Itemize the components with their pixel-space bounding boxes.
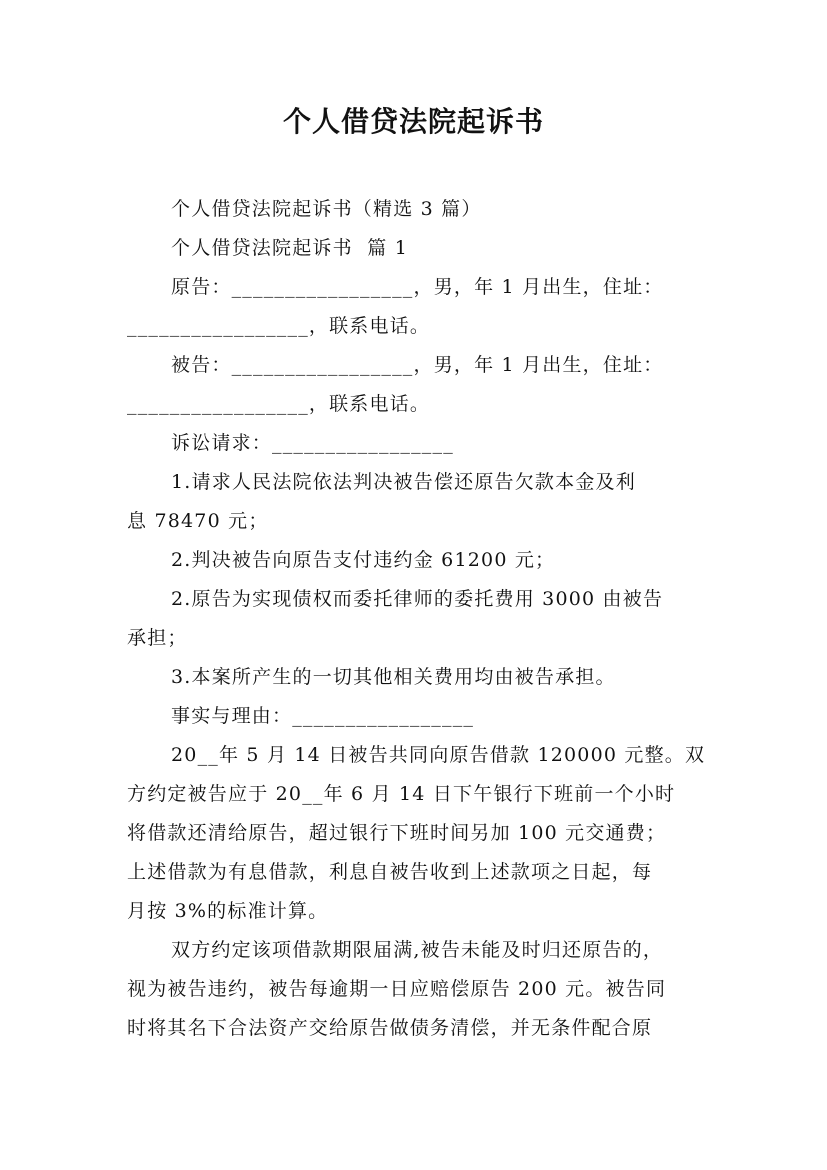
- claim-1-line-2: 息 78470 元；: [127, 510, 269, 532]
- claim-2: 2.判决被告向原告支付违约金 61200 元；: [171, 549, 556, 571]
- document-title: 个人借贷法院起诉书: [282, 105, 544, 138]
- facts-paragraph-1-line-2: 方约定被告应于 20__年 6 月 14 日下午银行下班前一个小时: [127, 783, 676, 805]
- facts-paragraph-2-line-3: 时将其名下合法资产交给原告做债务清偿，并无条件配合原: [127, 1017, 653, 1039]
- document-body: [127, 190, 705, 1048]
- claim-4: 3.本案所产生的一切其他相关费用均由被告承担。: [171, 666, 616, 688]
- defendant-line: 被告：_________________，男，年 1 月出生，住址：: [171, 354, 664, 376]
- defendant-contact-line: _________________，联系电话。: [127, 393, 431, 415]
- facts-paragraph-2-line-1: 双方约定该项借款期限届满,被告未能及时归还原告的，: [171, 939, 664, 961]
- facts-paragraph-1-line-3: 将借款还清给原告，超过银行下班时间另加 100 元交通费；: [127, 822, 667, 844]
- plaintiff-line: 原告：_________________，男，年 1 月出生，住址：: [171, 276, 664, 298]
- claim-3-line-2: 承担；: [127, 627, 188, 649]
- section-heading: 个人借贷法院起诉书 篇 1: [171, 237, 409, 259]
- claim-3-line-1: 2.原告为实现债权而委托律师的委托费用 3000 由被告: [171, 588, 664, 610]
- facts-heading: 事实与理由：_________________: [171, 705, 475, 727]
- claims-heading: 诉讼请求：_________________: [171, 432, 454, 454]
- facts-paragraph-1-line-4: 上述借款为有息借款，利息自被告收到上述款项之日起，每: [127, 861, 653, 883]
- facts-paragraph-1-line-5: 月按 3%的标准计算。: [127, 900, 329, 922]
- claim-1-line-1: 1.请求人民法院依法判决被告偿还原告欠款本金及利: [171, 471, 636, 493]
- plaintiff-contact-line: _________________，联系电话。: [127, 315, 431, 337]
- subtitle-line: 个人借贷法院起诉书（精选 3 篇）: [171, 198, 482, 220]
- facts-paragraph-1-line-1: 20__年 5 月 14 日被告共同向原告借款 120000 元整。双: [171, 744, 706, 766]
- facts-paragraph-2-line-2: 视为被告违约，被告每逾期一日应赔偿原告 200 元。被告同: [127, 978, 667, 1000]
